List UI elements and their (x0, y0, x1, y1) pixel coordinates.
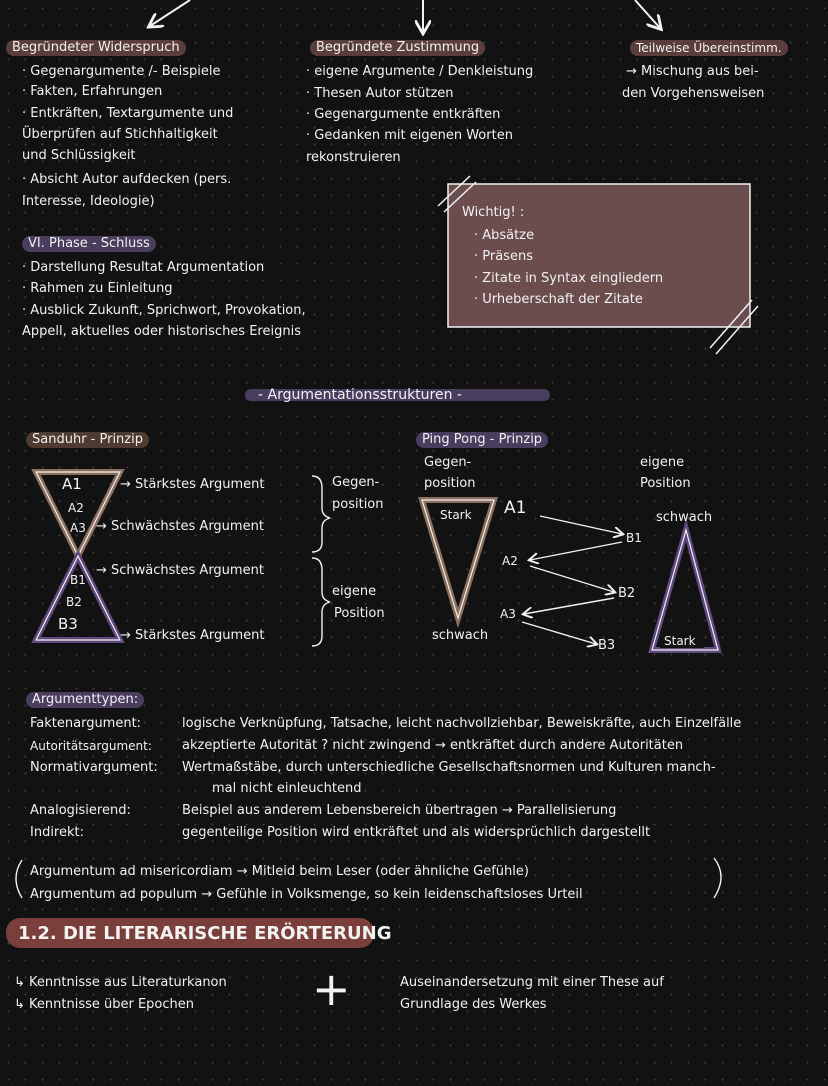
pingpong-gegen-label: Gegen- (424, 455, 472, 470)
teilweise-title: Teilweise Übereinstimm. (630, 40, 788, 56)
widerspruch-line: Überprüfen auf Stichhaltigkeit (22, 127, 218, 142)
phase6-line: · Ausblick Zukunft, Sprichwort, Provokation, (22, 303, 306, 318)
argtype-term: Analogisierend: (30, 803, 131, 818)
zustimmung-line: · Thesen Autor stützen (306, 86, 454, 101)
argtype-desc: gegenteilige Position wird entkräftet und als widersprüchlich dargestellt (182, 825, 651, 840)
label-b3: B3 (58, 615, 78, 633)
sanduhr-arrow-text: → Stärkstes Argument (120, 477, 265, 492)
teilweise-line: den Vorgehensweisen (622, 86, 765, 101)
label-b1: B1 (70, 573, 86, 587)
zustimmung-line: · eigene Argumente / Denkleistung (306, 64, 534, 79)
pingpong-schwach-left: schwach (432, 628, 489, 643)
pingpong-title: Ping Pong - Prinzip (416, 432, 548, 448)
widerspruch-line: und Schlüssigkeit (22, 148, 136, 163)
plus-sign: + (312, 962, 351, 1016)
widerspruch-line: Interesse, Ideologie) (22, 194, 155, 209)
label-a2: A2 (68, 501, 84, 515)
argtype-term: Indirekt: (30, 825, 84, 840)
argtype-desc: akzeptierte Autorität ? nicht zwingend → entkräftet durch andere Autoritäten (182, 738, 684, 753)
section-right-line: Grundlage des Werkes (400, 997, 547, 1012)
structures-title: - Argumentationsstrukturen - (258, 387, 462, 403)
section-right-line: Auseinandersetzung mit einer These auf (400, 975, 664, 990)
label-a1: A1 (62, 475, 82, 493)
pp-label-b3: B3 (598, 638, 616, 653)
pingpong-eigene-label: Position (640, 476, 691, 491)
teilweise-line: → Mischung aus bei- (626, 64, 759, 79)
brace-eigene (312, 558, 330, 646)
section-title: 1.2. DIE LITERARISCHE ERÖRTERUNG (18, 923, 392, 944)
sanduhr-arrow-text: → Schwächstes Argument (96, 519, 264, 534)
pingpong-eigene-label: eigene (640, 455, 685, 470)
argtype-term: Faktenargument: (30, 716, 142, 731)
pingpong-gegen-label: position (424, 476, 476, 491)
section-left-line: ↳ Kenntnisse über Epochen (14, 997, 195, 1012)
important-title: Wichtig! : (462, 205, 525, 220)
important-item: · Zitate in Syntax eingliedern (474, 271, 664, 286)
zustimmung-line: rekonstruieren (306, 150, 401, 165)
phase6-line: · Rahmen zu Einleitung (22, 281, 173, 296)
important-item: · Urheberschaft der Zitate (474, 292, 643, 307)
latin-line: Argumentum ad misericordiam → Mitleid beim Leser (oder ähnliche Gefühle) (30, 864, 529, 879)
widerspruch-title: Begründeter Widerspruch (6, 40, 186, 56)
top-arrow-right (635, 0, 660, 28)
pp-label-a2: A2 (502, 554, 518, 568)
sanduhr-title: Sanduhr - Prinzip (26, 432, 149, 448)
top-arrow-left (150, 0, 190, 26)
latin-line: Argumentum ad populum → Gefühle in Volksmenge, so kein leidenschaftsloses Urteil (30, 887, 583, 902)
widerspruch-line: · Entkräften, Textargumente und (22, 106, 234, 121)
argumenttypen-title: Argumenttypen: (26, 692, 144, 708)
widerspruch-line: · Gegenargumente /- Beispiele (22, 64, 221, 79)
label-b2: B2 (66, 595, 82, 609)
zustimmung-line: · Gedanken mit eigenen Worten (306, 128, 513, 143)
sanduhr-arrow-text: → Stärkstes Argument (120, 628, 265, 643)
brace-gegen-label: position (332, 497, 384, 512)
pingpong-stark-right: Stark (664, 634, 696, 648)
brace-gegen-label: Gegen- (332, 475, 380, 490)
sanduhr-arrow-text: → Schwächstes Argument (96, 563, 264, 578)
pp-label-a3: A3 (500, 607, 516, 621)
section-left-line: ↳ Kenntnisse aus Literaturkanon (14, 975, 227, 990)
pp-label-b2: B2 (618, 586, 636, 601)
phase6-line: · Darstellung Resultat Argumentation (22, 260, 265, 275)
zustimmung-line: · Gegenargumente entkräften (306, 107, 501, 122)
important-item: · Präsens (474, 249, 533, 264)
argtype-term: Autoritätsargument: (30, 739, 152, 753)
widerspruch-line: · Absicht Autor aufdecken (pers. (22, 172, 232, 187)
argtype-term: Normativargument: (30, 760, 158, 775)
important-item: · Absätze (474, 228, 535, 243)
phase6-line: Appell, aktuelles oder historisches Ereignis (22, 324, 301, 339)
pingpong-schwach-right: schwach (656, 510, 713, 525)
brace-eigene-label: Position (334, 606, 385, 621)
pp-label-b1: B1 (626, 531, 642, 545)
argtype-desc: mal nicht einleuchtend (212, 781, 362, 796)
label-a3: A3 (70, 521, 86, 535)
argtype-desc: logische Verknüpfung, Tatsache, leicht nachvollziehbar, Beweiskräfte, auch Einzelfälle (182, 716, 742, 731)
zustimmung-title: Begründete Zustimmung (310, 40, 485, 56)
widerspruch-line: · Fakten, Erfahrungen (22, 84, 163, 99)
phase6-title: VI. Phase - Schluss (22, 236, 156, 252)
brace-eigene-label: eigene (332, 584, 377, 599)
pp-label-a1: A1 (504, 498, 527, 518)
brace-gegen (312, 476, 330, 552)
argtype-desc: Wertmaßstäbe, durch unterschiedliche Gesellschaftsnormen und Kulturen manch- (182, 760, 716, 775)
argtype-desc: Beispiel aus anderem Lebensbereich übertragen → Parallelisierung (182, 803, 617, 818)
pingpong-stark-left: Stark (440, 508, 472, 522)
